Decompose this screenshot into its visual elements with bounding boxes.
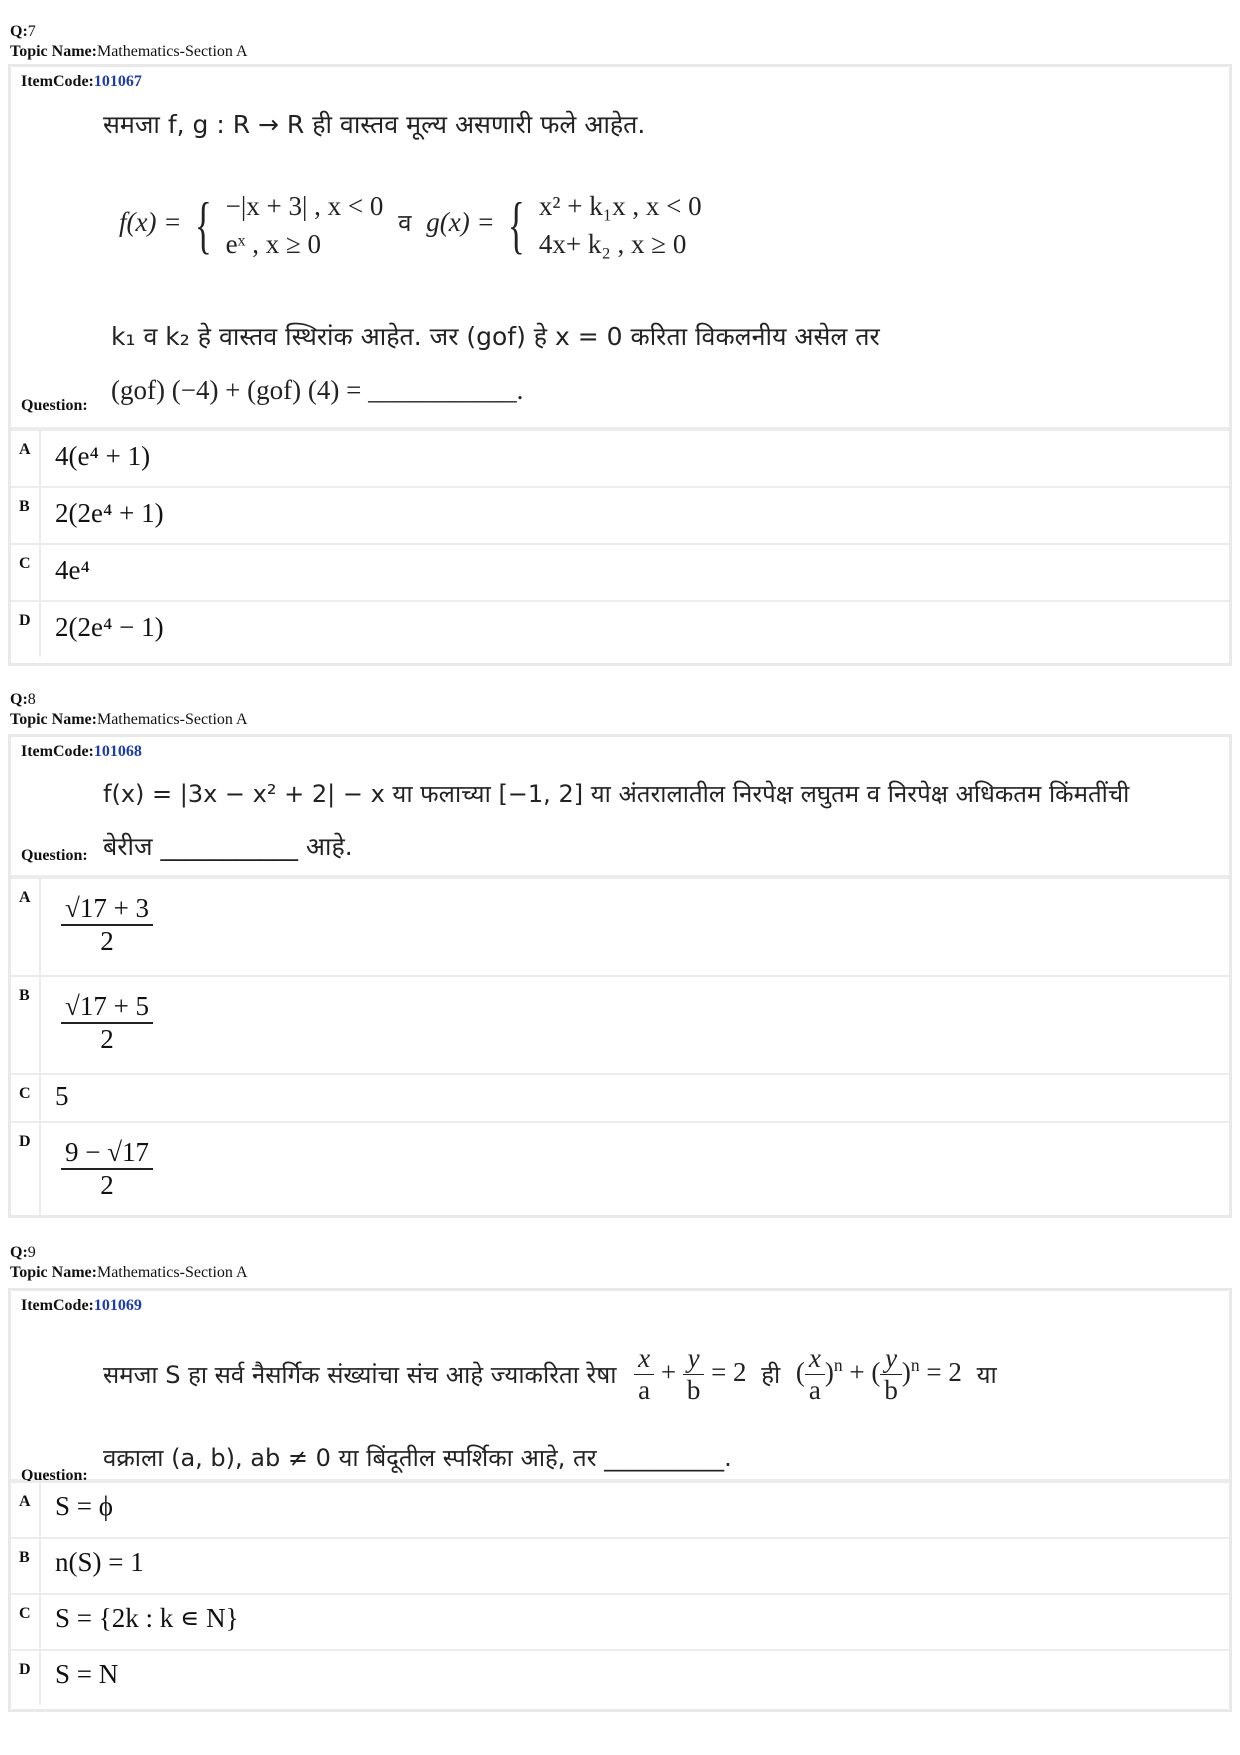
question-label: Question:	[21, 847, 88, 864]
item-code: ItemCode:101069	[21, 1297, 142, 1314]
option-c[interactable]	[11, 543, 1229, 600]
item-code: ItemCode:101068	[21, 743, 142, 760]
question-text-line1: समजा S हा सर्व नैसर्गिक संख्यांचा संच आहे ज्याकरिता रेषा $\frac{x}{a}$ + $\frac{y}{b}$ = 2 ही ( $\frac{x}{a}$ )$^n$ + ( $\frac{y}{b}$ )$^n$ = 2 या	[103, 1343, 997, 1405]
question-header: Q:9 Topic Name:Mathematics-Section A	[10, 1244, 248, 1281]
question-card	[8, 1288, 1232, 1712]
topic-name: Mathematics-Section A	[96, 1264, 248, 1281]
topic-name: Mathematics-Section A	[96, 43, 248, 60]
option-c[interactable]	[11, 1593, 1229, 1649]
topic-name: Mathematics-Section A	[96, 711, 248, 728]
option-value: $\frac{√17 + 5}{2}$	[61, 991, 153, 1055]
option-a[interactable]	[11, 877, 1229, 975]
piecewise-definitions	[119, 187, 702, 263]
option-value: 4e⁴	[55, 555, 90, 585]
topic-prefix: Topic Name:	[10, 43, 97, 60]
option-value: $\frac{9 - √17}{2}$	[61, 1137, 153, 1201]
question-label: Question:	[21, 1467, 88, 1484]
option-d[interactable]	[11, 600, 1229, 657]
question-body	[11, 1291, 1229, 1484]
option-a[interactable]	[11, 1481, 1229, 1537]
f-label: f(x) =	[119, 207, 182, 238]
option-value: 2(2e⁴ − 1)	[55, 612, 164, 642]
question-number: 9	[27, 1244, 36, 1261]
q-prefix: Q:	[10, 23, 28, 40]
item-code: ItemCode:101067	[21, 73, 142, 90]
option-c[interactable]	[11, 1073, 1229, 1121]
question-text-intro: समजा f, g : R → R ही वास्तव मूल्य असणारी फले आहेत.	[103, 110, 646, 139]
g-brace: {	[508, 189, 526, 260]
option-letter: D	[11, 1123, 41, 1217]
question-card	[8, 64, 1232, 666]
option-value: n(S) = 1	[55, 1547, 144, 1577]
question-text-line1: f(x) = |3x − x² + 2| − x या फलाच्या [−1, 2] या अंतरालातील निरपेक्ष लघुतम व निरपेक्ष अधिकतम किंमतींची	[103, 780, 1130, 808]
option-letter: B	[11, 977, 41, 1073]
option-letter: B	[11, 488, 41, 543]
question-number: 7	[27, 23, 36, 40]
option-d[interactable]	[11, 1649, 1229, 1705]
g-cases: x² + k₁x , x < 0 4x+ k₂ , x ≥ 0	[538, 191, 702, 259]
option-value: S = ϕ	[55, 1491, 113, 1521]
question-body	[11, 67, 1229, 429]
option-value: 2(2e⁴ + 1)	[55, 498, 164, 528]
option-letter: B	[11, 1539, 41, 1593]
option-b[interactable]	[11, 975, 1229, 1073]
question-body	[11, 737, 1229, 877]
option-value: $\frac{√17 + 3}{2}$	[61, 893, 153, 957]
option-b[interactable]	[11, 1537, 1229, 1593]
option-letter: D	[11, 602, 41, 657]
option-letter: A	[11, 1483, 41, 1537]
question-header: Q:8 Topic Name:Mathematics-Section A	[10, 691, 248, 728]
option-letter: C	[11, 1075, 41, 1121]
option-letter: A	[11, 431, 41, 486]
option-letter: A	[11, 879, 41, 975]
option-d[interactable]	[11, 1121, 1229, 1217]
f-cases: −|x + 3| , x < 0 eˣ , x ≥ 0	[225, 191, 384, 259]
option-value: 4(e⁴ + 1)	[55, 441, 151, 471]
f-brace: {	[195, 189, 212, 260]
option-letter: C	[11, 1595, 41, 1649]
question-number: 8	[27, 691, 36, 708]
option-a[interactable]	[11, 429, 1229, 486]
option-value: S = N	[55, 1659, 119, 1689]
question-card	[8, 734, 1232, 1218]
option-b[interactable]	[11, 486, 1229, 543]
option-letter: D	[11, 1651, 41, 1705]
question-header	[10, 22, 248, 62]
option-letter: C	[11, 545, 41, 600]
va-text: व	[398, 209, 412, 238]
question-label: Question:	[21, 397, 88, 414]
question-text-line4: (gof) (−4) + (gof) (4) = ___________.	[111, 375, 524, 405]
option-value: 5	[55, 1081, 69, 1111]
question-text-line2: वक्राला (a, b), ab ≠ 0 या बिंदूतील स्पर्शिका आहे, तर __________.	[103, 1444, 732, 1472]
option-value: S = {2k : k ∊ N}	[55, 1603, 239, 1633]
question-text-line3: k₁ व k₂ हे वास्तव स्थिरांक आहेत. जर (gof) हे x = 0 करिता विकलनीय असेल तर	[111, 322, 880, 351]
g-label: g(x) =	[426, 207, 495, 238]
question-text-line2: बेरीज ___________ आहे.	[103, 832, 353, 861]
